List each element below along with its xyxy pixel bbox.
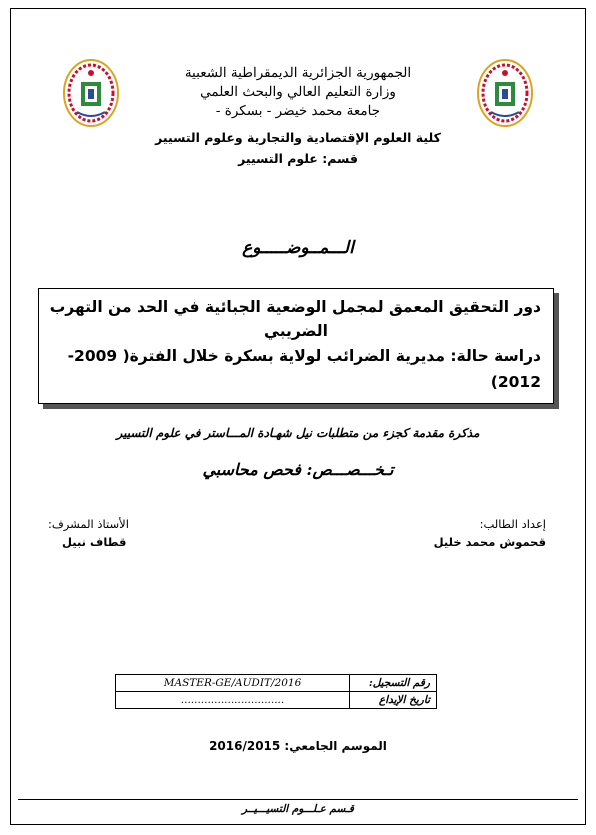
registration-table bbox=[115, 674, 437, 709]
department-name: قسم: علوم التسيير bbox=[238, 151, 358, 166]
table-row bbox=[116, 692, 437, 709]
deposit-date-value: ............................... bbox=[116, 692, 350, 709]
thesis-title-box bbox=[38, 288, 554, 404]
footer-divider bbox=[18, 799, 578, 800]
supervisor-label: الأستاذ المشرف: bbox=[48, 517, 129, 531]
university-name: جامعة محمد خيضر - بسكرة - bbox=[215, 103, 381, 119]
footer-department: قـسم عـلـــوم التسيـــيــر bbox=[242, 803, 354, 815]
supervisor-name: قطاف نبيل bbox=[62, 535, 127, 549]
republic-name: الجمهورية الجزائرية الديمقراطية الشعبية bbox=[184, 65, 412, 81]
table-row bbox=[116, 675, 437, 692]
right-university-seal-icon bbox=[476, 58, 534, 128]
registration-number-value: MASTER-GE/AUDIT/2016 bbox=[116, 675, 350, 692]
thesis-title-line-2: الضريبي bbox=[264, 322, 328, 340]
student-label: إعداد الطالب: bbox=[479, 517, 546, 531]
thesis-title-line-1: دور التحقيق المعمق لمجمل الوضعية الجبائية في الحد من التهرب bbox=[49, 298, 541, 316]
academic-season: الموسم الجامعي: 2016/2015 bbox=[209, 739, 387, 753]
subject-heading: الـــمــوضـــــوع bbox=[242, 238, 354, 258]
left-university-seal-icon bbox=[62, 58, 120, 128]
deposit-date-label: تاريخ الإيداع bbox=[350, 692, 437, 709]
case-study-year-end: 2012) bbox=[490, 373, 541, 391]
specialty-label: تـخـــصـــص: فحص محاسبي bbox=[202, 460, 394, 479]
registration-number-label: رقم التسجيل: bbox=[350, 675, 437, 692]
ministry-name: وزارة التعليم العالي والبحث العلمي bbox=[200, 84, 396, 100]
thesis-purpose-note: مذكرة مقدمة كجزء من متطلبات نيل شهـادة المـــاستر في علوم التسيير bbox=[116, 426, 480, 440]
faculty-name: كلية العلوم الإقتصادية والتجارية وعلوم التسيير bbox=[155, 130, 441, 145]
case-study-line: دراسة حالة: مديرية الضرائب لولاية بسكرة خلال الفترة( 2009- bbox=[67, 347, 541, 365]
student-name: قحموش محمد خليل bbox=[433, 535, 546, 549]
